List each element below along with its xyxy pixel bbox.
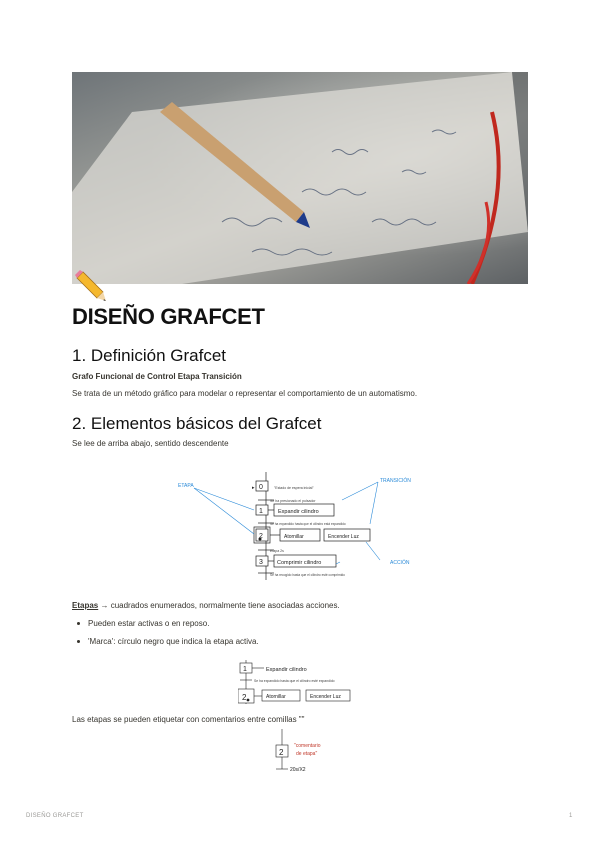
svg-text:▸: ▸ bbox=[252, 485, 255, 491]
diagram2-action-a: Atornillar bbox=[266, 694, 286, 700]
step-3-action: Comprimir cilindro bbox=[277, 560, 322, 566]
step-0-comment: "Estado de espera inicial" bbox=[274, 486, 314, 490]
diagram2-action-b: Encender Luz bbox=[310, 694, 341, 700]
section-heading-definicion: 1. Definición Grafcet bbox=[72, 346, 227, 365]
diagram3-step: 2 bbox=[279, 748, 284, 757]
step-1-number: 1 bbox=[259, 508, 263, 515]
etapas-definition bbox=[72, 601, 340, 610]
transition-3-text: Se ha recogido hasta que el cilindro esté comprimido bbox=[270, 573, 345, 577]
diagram3-comment-2: de etapa" bbox=[296, 751, 318, 757]
list-item: 'Marca': círculo negro que indica la etapa activa. bbox=[72, 637, 259, 655]
grafcet-diagram-main bbox=[170, 472, 440, 584]
step-2-action-a: Atornillar bbox=[284, 534, 304, 540]
step-1-action: Expandir cilindro bbox=[278, 509, 319, 515]
diagram3-transition: 20s/X2 bbox=[290, 767, 306, 773]
step-3-number: 3 bbox=[259, 559, 263, 566]
definicion-body: Se trata de un método gráfico para modelar o representar el comportamiento de un automatismo. bbox=[72, 389, 418, 398]
list-item: Pueden estar activas o en reposo. bbox=[72, 619, 259, 637]
diagram2-step-1: 1 bbox=[243, 666, 247, 673]
diagram2-transition-text: Se ha expandido hasta que el cilindro esté expandido bbox=[254, 679, 335, 683]
page-title: DISEÑO GRAFCET bbox=[72, 304, 265, 329]
step-2-action-b: Encender Luz bbox=[328, 534, 359, 540]
footer-title: DISEÑO GRAFCET bbox=[26, 813, 84, 819]
etapas-desc: cuadrados enumerados, normalmente tiene asociadas acciones. bbox=[110, 601, 340, 610]
comments-text: Las etapas se pueden etiquetar con comentarios entre comillas "" bbox=[72, 715, 305, 724]
grafcet-diagram-steps bbox=[238, 660, 362, 706]
diagram2-step-1-action: Expandir cilindro bbox=[266, 667, 307, 673]
transition-0-text: Se ha presionado el pulsador bbox=[270, 499, 316, 503]
step-2-number: 2 bbox=[259, 533, 263, 540]
transition-2-text: Etapa 2s bbox=[270, 549, 284, 553]
cover-illustration bbox=[72, 72, 528, 284]
label-accion: ACCIÓN bbox=[390, 560, 410, 566]
pencil-icon bbox=[73, 268, 107, 302]
section-heading-elementos: 2. Elementos básicos del Grafcet bbox=[72, 414, 322, 433]
step-0-number: 0 bbox=[259, 484, 263, 491]
diagram2-step-2: 2 bbox=[242, 693, 247, 702]
elementos-body: Se lee de arriba abajo, sentido descendente bbox=[72, 439, 229, 448]
label-transicion: TRANSICIÓN bbox=[380, 478, 411, 484]
etapas-arrow: → bbox=[100, 601, 109, 610]
diagram3-comment-1: "comentario bbox=[294, 743, 321, 749]
grafcet-diagram-comment bbox=[258, 729, 338, 777]
active-step-marker bbox=[247, 699, 250, 702]
definicion-subtitle: Grafo Funcional de Control Etapa Transición bbox=[72, 372, 242, 381]
etapas-bullets bbox=[72, 619, 259, 655]
label-etapa: ETAPA bbox=[178, 483, 194, 489]
transition-1-text: Se ha expandido hasta que el cilindro está expandido bbox=[270, 522, 346, 526]
cover-image bbox=[72, 72, 528, 284]
etapas-term: Etapas bbox=[72, 601, 99, 610]
page-number: 1 bbox=[569, 813, 573, 819]
